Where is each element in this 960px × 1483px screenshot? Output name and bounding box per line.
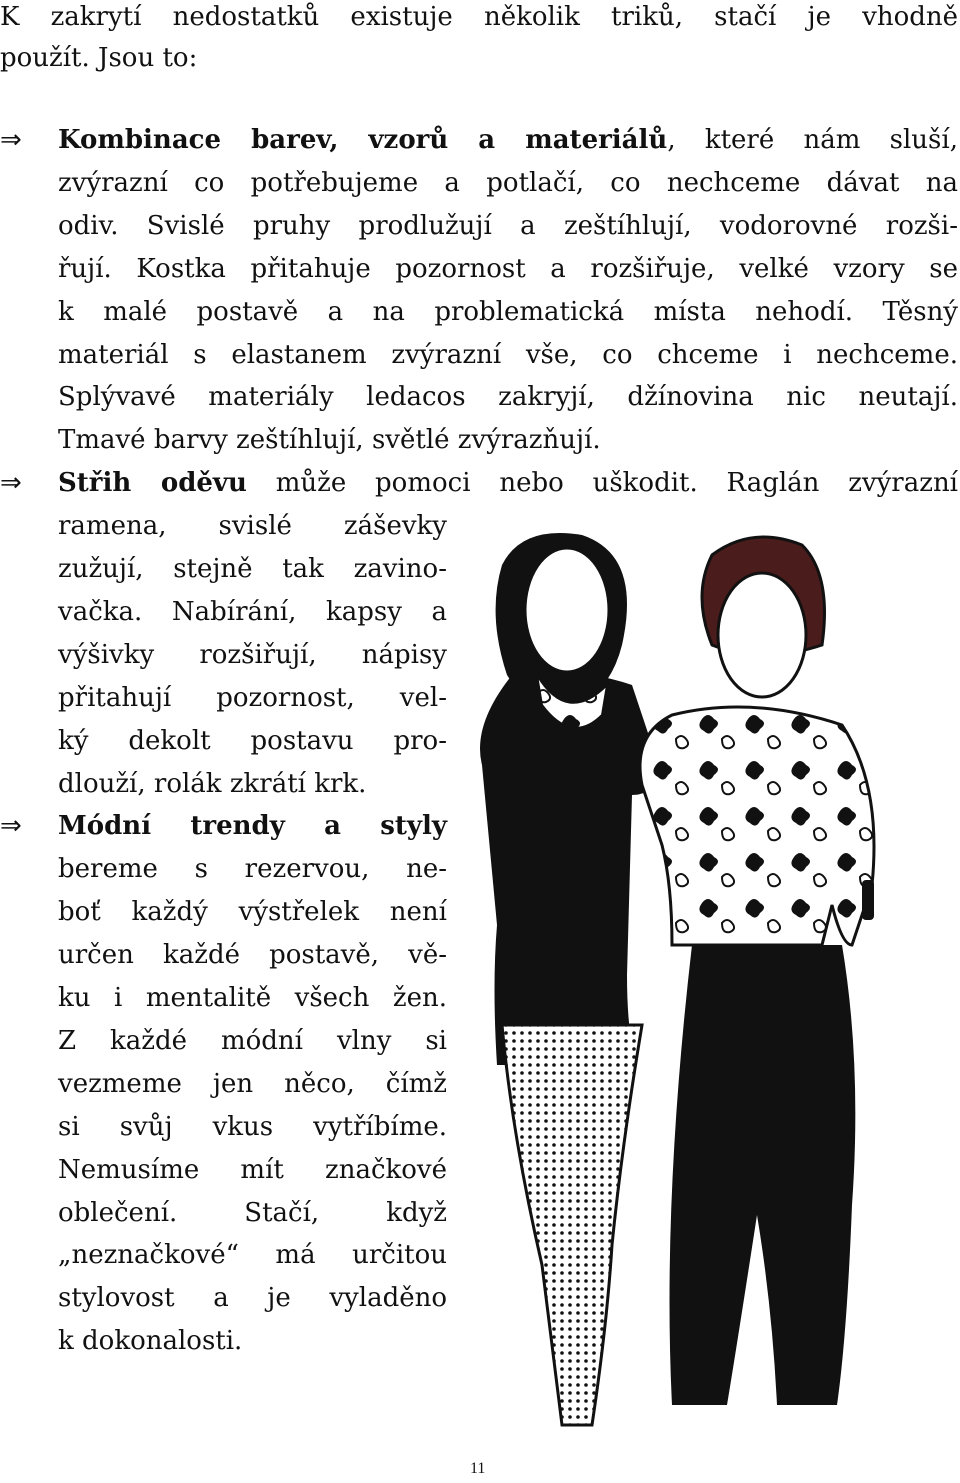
line-text: výšivky rozšiřují, nápisy — [58, 639, 447, 670]
text-line — [58, 635, 447, 675]
text-line — [58, 463, 958, 503]
bold-term: Střih oděvu — [58, 468, 247, 499]
text-line — [58, 978, 447, 1018]
text-line — [58, 249, 958, 289]
text-line — [58, 1278, 447, 1318]
left-woman-face — [525, 548, 609, 672]
line-text: ramena, svislé záševky — [58, 511, 447, 542]
line-text: Nemusíme mít značkové — [58, 1154, 447, 1185]
text-line — [58, 1321, 447, 1361]
left-woman-top — [480, 672, 662, 1065]
text-line — [58, 721, 447, 761]
text-line — [58, 1150, 447, 1190]
text-line — [58, 163, 958, 203]
text-line — [58, 206, 958, 246]
line-text: k malé postavě a na problematická místa nehodí. Těsný — [58, 296, 958, 327]
text-line — [58, 892, 447, 932]
line-text: odiv. Svislé pruhy prodlužují a zeštíhlují, vodorovné rozši- — [58, 210, 958, 241]
line-text: vezmeme jen něco, čímž — [58, 1068, 447, 1099]
text-line — [58, 1107, 447, 1147]
bold-term: Módní trendy a styly — [58, 811, 447, 842]
illustration-two-women — [462, 525, 960, 1445]
text-line — [58, 1235, 447, 1275]
line-text: bereme s rezervou, ne- — [58, 854, 447, 885]
text-line — [0, 38, 958, 78]
right-woman-face — [718, 573, 806, 697]
line-text: ký dekolt postavu pro- — [58, 725, 447, 756]
text-line — [58, 849, 447, 889]
right-woman-top — [640, 707, 874, 945]
line-text: stylovost a je vyladěno — [58, 1283, 447, 1314]
text-line — [58, 120, 958, 160]
right-woman-pants — [670, 945, 856, 1405]
bullet-arrow-icon: ⇒ — [0, 125, 22, 155]
text-line — [0, 0, 958, 37]
text-line — [58, 377, 958, 417]
line-text: Z každé módní vlny si — [58, 1025, 447, 1056]
bold-term: Kombinace barev, vzorů a materiálů — [58, 125, 668, 155]
bullet-arrow-icon: ⇒ — [0, 468, 22, 499]
text-line — [58, 764, 447, 804]
text-line — [58, 935, 447, 975]
line-text: může pomoci nebo uškodit. Raglán zvýrazní — [246, 468, 958, 499]
line-text: K zakrytí nedostatků existuje několik triků, stačí je vhodně — [0, 2, 958, 32]
line-text: Splývavé materiály ledacos zakryjí, džínovina nic neutají. — [58, 382, 958, 413]
line-text: k dokonalosti. — [58, 1326, 243, 1357]
line-text: dlouží, rolák zkrátí krk. — [58, 768, 367, 799]
bullet-arrow-icon: ⇒ — [0, 811, 22, 842]
line-text: řují. Kostka přitahuje pozornost a rozšiřuje, velké vzory se — [58, 253, 958, 284]
text-line — [58, 292, 958, 332]
line-text: přitahují pozornost, vel- — [58, 682, 447, 713]
text-line — [58, 1064, 447, 1104]
watch — [862, 880, 874, 920]
line-text: ku i mentalitě všech žen. — [58, 983, 447, 1013]
text-line — [58, 549, 447, 589]
line-text: „neznačkové“ má určitou — [58, 1240, 447, 1271]
left-woman-leggings — [502, 1025, 642, 1425]
line-text: zužují, stejně tak zavino- — [58, 554, 447, 584]
text-line — [58, 335, 958, 375]
text-line — [58, 806, 447, 846]
line-text: boť každý výstřelek není — [58, 897, 447, 928]
text-line — [58, 506, 447, 546]
line-text: zvýrazní co potřebujeme a potlačí, co nechceme dávat na — [58, 167, 958, 198]
text-line — [58, 1193, 447, 1233]
line-text: si svůj vkus vytříbíme. — [58, 1111, 447, 1142]
text-line — [58, 678, 447, 718]
line-text: materiál s elastanem zvýrazní vše, co chceme i nechceme. — [58, 339, 958, 370]
line-text: použít. Jsou to: — [0, 43, 198, 73]
line-text: Tmavé barvy zeštíhlují, světlé zvýrazňují. — [58, 425, 601, 456]
text-line — [58, 1021, 447, 1061]
page-number: 11 — [470, 1460, 486, 1477]
text-line — [58, 592, 447, 632]
text-line — [58, 420, 958, 460]
line-text: vačka. Nabírání, kapsy a — [58, 596, 447, 627]
line-text: určen každé postavě, vě- — [58, 940, 447, 971]
line-text: , které nám sluší, — [667, 125, 958, 155]
line-text: oblečení. Stačí, když — [58, 1197, 447, 1228]
